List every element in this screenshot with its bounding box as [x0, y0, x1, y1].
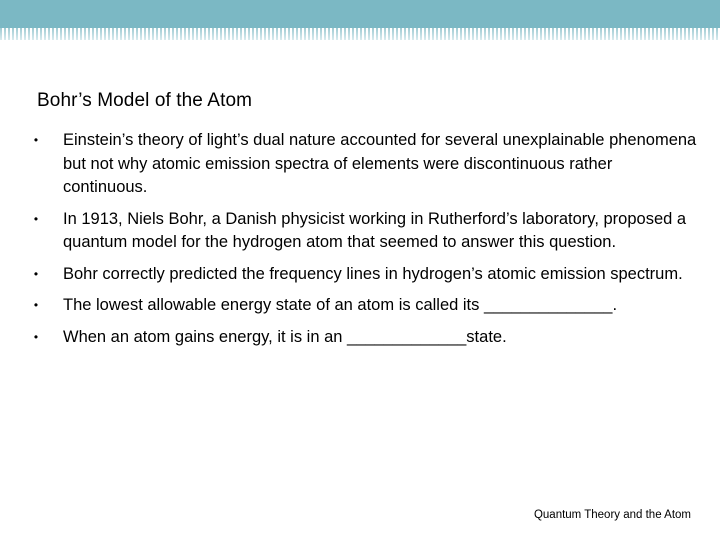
bullet-marker: • — [33, 266, 39, 281]
bullet-item — [28, 263, 698, 287]
top-dotted-pattern — [0, 28, 720, 40]
bullet-marker: • — [33, 211, 39, 226]
bullet-item — [28, 129, 698, 200]
bullet-text: In 1913, Niels Bohr, a Danish physicist working in Rutherford’s laboratory, proposed a quantum model for the hydrogen atom that seemed to answer this question. — [63, 209, 687, 251]
bullet-marker: • — [33, 329, 39, 344]
bullet-text: Einstein’s theory of light’s dual nature accounted for several unexplainable phenomena but not why atomic emission spectra of elements were discontinuous rather continuous. — [63, 131, 697, 196]
slide-title: Bohr’s Model of the Atom — [37, 90, 253, 111]
bullet-item — [28, 208, 698, 255]
bullet-item — [28, 294, 698, 318]
bullet-text: When an atom gains energy, it is in an _____________state. — [63, 327, 507, 346]
bullet-list — [28, 129, 698, 357]
bullet-marker: • — [33, 298, 39, 312]
bullet-text: The lowest allowable energy state of an atom is called its ______________. — [63, 296, 618, 314]
bullet-marker: • — [33, 133, 39, 147]
footer-label: Quantum Theory and the Atom — [533, 509, 691, 521]
top-accent-band — [0, 0, 720, 28]
bullet-item — [28, 326, 698, 350]
bullet-text: Bohr correctly predicted the frequency lines in hydrogen’s atomic emission spectrum. — [63, 264, 683, 283]
